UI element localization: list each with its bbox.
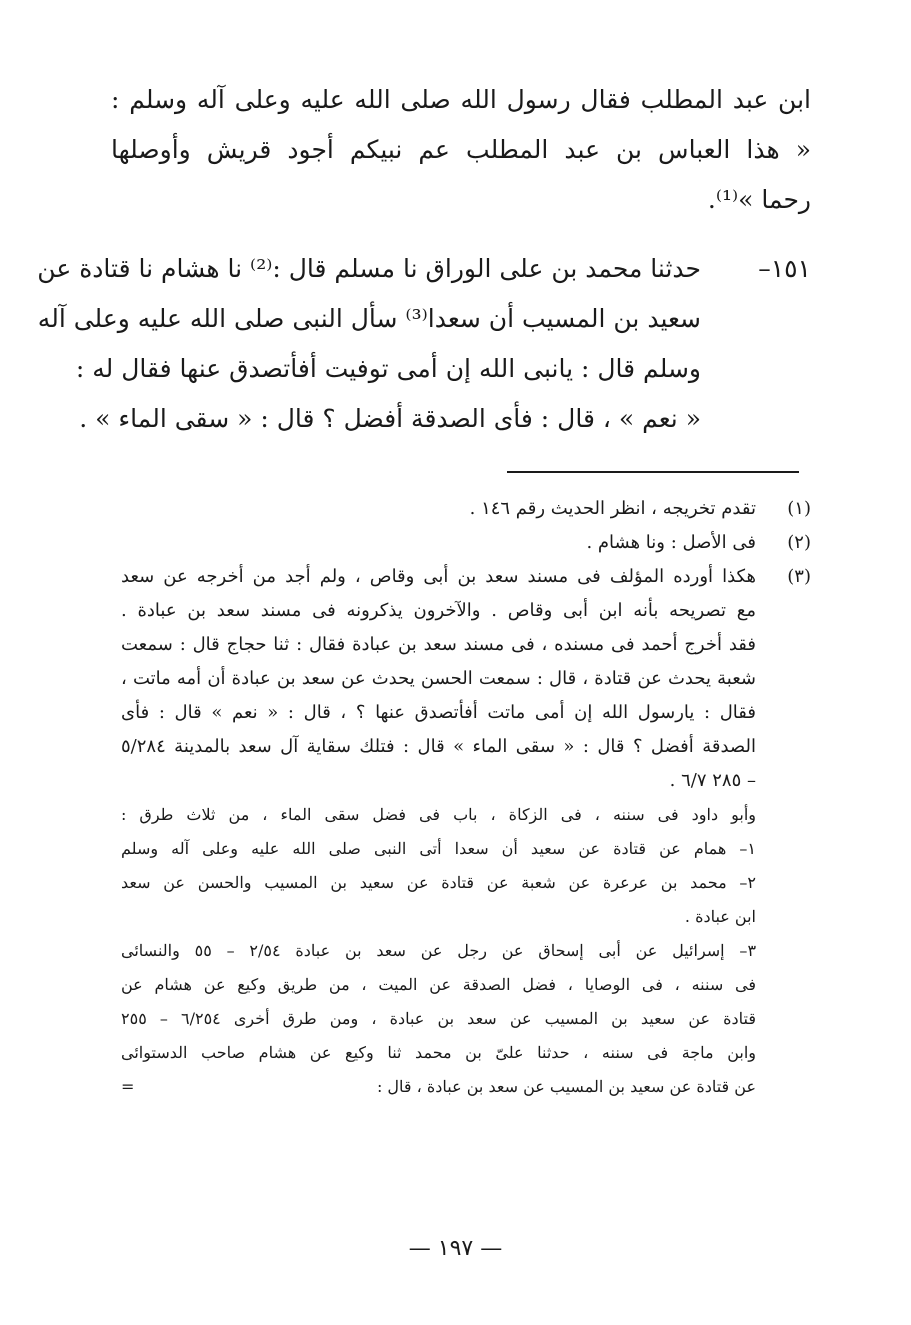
footnote-number: (٢) [787,532,811,553]
footnote-line: فى الأصل : ونا هشام . [586,532,756,553]
footnote-line: وأبو داود فى سننه ، فى الزكاة ، باب فى فضل سقى الماء ، من ثلاث طرق : [121,805,756,824]
footnote-2 [121,526,811,560]
text-line: رحما »⁽¹⁾. [707,185,811,214]
hadith-151 [37,244,811,444]
footnote-line: مع تصريحه بأنه ابن أبى وقاص . والآخرون يذكرونه فى مسند سعد بن عبادة . [121,600,756,621]
footnote-line: هكذا أورده المؤلف فى مسند سعد بن أبى وقاص ، ولم أجد من أخرجه عن سعد [121,566,756,587]
footnote-number: (١) [787,498,811,519]
footnote-line-text: عن قتادة عن سعيد بن المسيب عن سعد بن عبادة ، قال : [376,1077,756,1096]
continuation-mark: = [121,1077,135,1096]
footnote-line: الصدقة أفضل ؟ قال : « سقى الماء » قال : فتلك سقاية آل سعد بالمدينة ٥/٢٨٤ [121,736,756,757]
footnote-line: قتادة عن سعيد بن المسيب عن سعد بن عبادة ، ومن طرق أخرى ٦/٢٥٤ – ٢٥٥ [121,1009,757,1028]
footnote-line: شعبة يحدث عن قتادة ، قال : سمعت الحسن يحدث عن سعد بن عبادة أن أمه ماتت ، [121,668,756,689]
footnote-line: فى سننه ، فى الوصايا ، فضل الصدقة عن الميت ، من طريق وكيع عن هشام عن [121,975,756,994]
text-line: « هذا العباس بن عبد المطلب عم نبيكم أجود قريش وأوصلها [111,135,811,164]
text-line: سعيد بن المسيب أن سعدا⁽³⁾ سأل النبى صلى الله عليه وعلى آله [37,304,701,333]
footnote-3 [121,560,811,798]
footnote-line: وابن ماجة فى سننه ، حدثنا علىّ بن محمد ثنا وكيع عن هشام صاحب الدستوائى [121,1043,756,1062]
text-line: وسلم قال : يانبى الله إن أمى توفيت أفأتصدق عنها فقال له : [75,354,701,383]
text-line: حدثنا محمد بن على الوراق نا مسلم قال :⁽²⁾ نا هشام نا قتادة عن [37,254,701,283]
footnote-divider [507,471,799,473]
footnotes [121,492,811,1104]
footnote-line: ١– همام عن قتادة عن سعيد أن سعدا أتى النبى صلى الله عليه وعلى آله وسلم [121,839,756,858]
text-line: ابن عبد المطلب فقال رسول الله صلى الله عليه وعلى آله وسلم : [111,85,811,114]
hadith-number: ١٥١– [758,254,811,283]
footnote-line: فقد أخرج أحمد فى مسنده ، فى مسند سعد بن عبادة فقال : ثنا حجاج قال : سمعت [121,634,756,655]
footnote-line: تقدم تخريجه ، انظر الحديث رقم ١٤٦ . [469,498,756,519]
page-number: — ١٩٧ — [408,1236,503,1261]
footnote-line: – ٢٨٥ ٦/٧ . [669,770,756,791]
footnote-line: ٣– إسرائيل عن أبى إسحاق عن رجل عن سعد بن عبادة ٢/٥٤ – ٥٥ والنسائى [121,941,757,960]
footnote-1 [121,492,811,526]
footnote-line: ٢– محمد بن عرعرة عن شعبة عن قتادة عن سعيد بن المسيب والحسن عن سعد [121,873,756,892]
text-line: « نعم » ، قال : فأى الصدقة أفضل ؟ قال : « سقى الماء » . [79,404,701,433]
footnote-continuation [121,798,756,1104]
footnote-line: ابن عبادة . [684,907,756,926]
footnote-line: فقال : يارسول الله إن أمى ماتت أفأتصدق عنها ؟ ، قال : « نعم » قال : فأى [121,702,756,723]
intro-paragraph [111,75,811,225]
hadith-text [37,244,701,444]
footnote-line [121,1070,756,1104]
footnote-number: (٣) [787,566,811,587]
